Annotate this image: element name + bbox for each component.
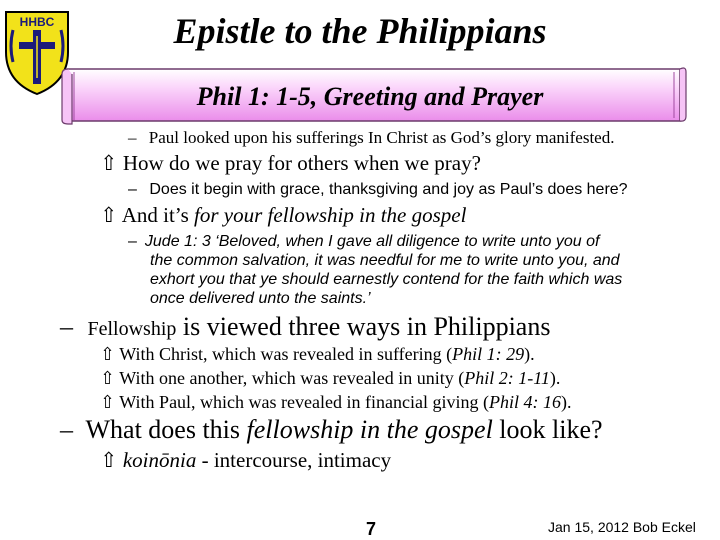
list-item: – Fellowship is viewed three ways in Philippians <box>60 312 551 341</box>
list-item: – What does this fellowship in the gospel look like? <box>60 415 603 444</box>
page-number: 7 <box>366 519 377 539</box>
arrow-up-icon: ⇧ <box>100 368 116 388</box>
dash-bullet: – <box>60 415 73 444</box>
logo-text: HHBC <box>19 15 55 29</box>
list-item: ⇧ With Paul, which was revealed in financial giving (Phil 4: 16). <box>100 392 572 412</box>
quote-block: – Jude 1: 3 ‘Beloved, when I gave all diligence to write unto you of the common salvation, it was needful for me to write unto you, and exhort you that ye should earnestly contend for the faith which was once delivered unto the saints.’ <box>128 233 623 307</box>
arrow-up-icon: ⇧ <box>100 392 116 412</box>
footer-date: Jan 15, 2012 Bob Eckel <box>548 519 696 535</box>
arrow-up-icon: ⇧ <box>100 344 116 364</box>
list-item: ⇧ With one another, which was revealed in unity (Phil 2: 1-11). <box>100 368 561 388</box>
list-item: ⇧ With Christ, which was revealed in suffering (Phil 1: 29). <box>100 344 535 364</box>
list-item: ⇧ koinōnia - intercourse, intimacy <box>100 448 392 472</box>
arrow-up-icon: ⇧ <box>100 448 118 472</box>
dash-bullet: – <box>128 233 137 250</box>
dash-bullet: – <box>128 181 137 198</box>
arrow-up-icon: ⇧ <box>100 151 118 175</box>
list-item: – Does it begin with grace, thanksgiving and joy as Paul’s does here? <box>128 181 628 198</box>
banner-heading: Phil 1: 1-5, Greeting and Prayer <box>196 82 544 111</box>
list-item: ⇧ How do we pray for others when we pray? <box>100 151 481 175</box>
page-title: Epistle to the Philippians <box>173 11 547 51</box>
list-item: ⇧ And it’s for your fellowship in the gospel <box>100 203 467 227</box>
list-item: – Paul looked upon his sufferings In Christ as God’s glory manifested. <box>128 128 615 147</box>
arrow-up-icon: ⇧ <box>100 203 118 227</box>
dash-bullet: – <box>60 312 73 341</box>
dash-bullet: – <box>128 128 137 147</box>
